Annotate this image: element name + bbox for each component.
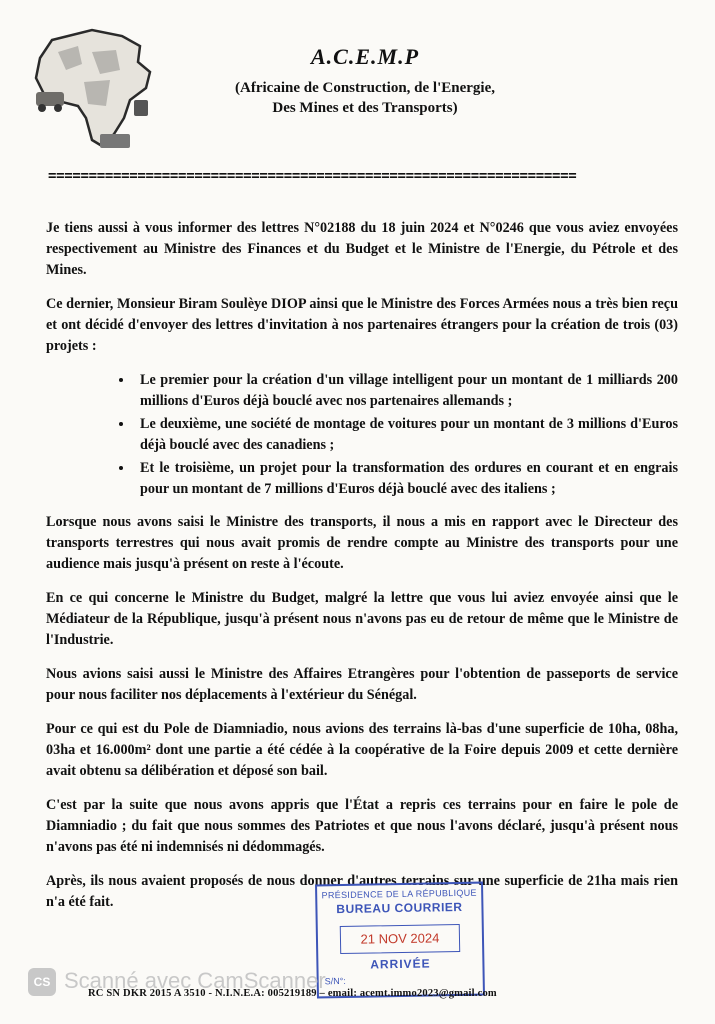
stamp-bureau: BUREAU COURRIER <box>336 899 463 917</box>
org-subtitle <box>160 78 570 118</box>
received-stamp <box>315 882 485 999</box>
list-item: • Le premier pour la création d'un village intelligent pour un montant de 1 milliards 200 millions d'Euros déjà bouclé avec nos partenaires allemands ; <box>134 370 678 412</box>
org-subtitle-line2: Des Mines et des Transports) <box>272 100 458 116</box>
project-list <box>46 370 678 500</box>
paragraph-5: Nous avions saisi aussi le Ministre des Affaires Etrangères pour l'obtention de passeports de service pour nous faciliter nos déplacements à l'extérieur du Sénégal. <box>46 666 678 703</box>
org-subtitle-line1: (Africaine de Construction, de l'Energie, <box>235 80 495 96</box>
stamp-arrival: ARRIVÉE <box>370 956 431 972</box>
paragraph-6: Pour ce qui est du Pole de Diamniadio, nous avions des terrains là-bas d'une superficie de 10ha, 08ha, 03ha et 16.000m² dont une partie a été cédée à la coopérative de la Foire depuis 2009 et cette dernière avait obtenu sa délibération et déposé son bail. <box>46 721 678 779</box>
watermark-text: Scanné avec CamScanner <box>64 968 326 993</box>
org-name: A.C.E.M.P <box>310 44 420 69</box>
stamp-presidency: PRÉSIDENCE DE LA RÉPUBLIQUE <box>321 887 477 901</box>
paragraph-2: Ce dernier, Monsieur Biram Soulèye DIOP ainsi que le Ministre des Forces Armées nous a très bien reçu et ont décidé d'envoyer des lettres d'invitation à nos partenaires étrangers pour la création de trois (03) projets : <box>46 296 678 354</box>
africa-map-logo <box>22 22 172 172</box>
paragraph-4: En ce qui concerne le Ministre du Budget, malgré la lettre que vous lui aviez envoyée ainsi que le Médiateur de la République, jusqu'à présent nous n'avons pas eu de retour de même que le Ministre de l'Industrie. <box>46 590 678 648</box>
paragraph-1: Je tiens aussi à vous informer des lettres N°02188 du 18 juin 2024 et N°0246 que vous aviez envoyées respectivement au Ministre des Finances et du Budget et le Ministre de l'Energie, du Pétrole et des Mines. <box>46 220 678 278</box>
camscanner-icon: CS <box>28 968 56 996</box>
letter-body <box>46 218 678 926</box>
list-item: • Le deuxième, une société de montage de voitures pour un montant de 3 millions d'Euros déjà bouclé avec des canadiens ; <box>134 414 678 456</box>
paragraph-3: Lorsque nous avons saisi le Ministre des transports, il nous a mis en rapport avec le Directeur des transports terrestres qui nous avait promis de rendre compte au Ministre des transports pour une audience mais jusqu'à présent on reste à l'écoute. <box>46 514 678 572</box>
footer-registration: RC SN DKR 2015 A 3510 - N.I.N.E.A: 005219189 – email: acemt.immo2023@gmail.com <box>88 988 497 999</box>
list-item: • Et le troisième, un projet pour la transformation des ordures en courant et en engrais pour un montant de 7 millions d'Euros déjà bouclé avec des italiens ; <box>134 458 678 500</box>
paragraph-7: C'est par la suite que nous avons appris que l'État a repris ces terrains pour en faire le pole de Diamniadio ; du fait que nous sommes des Patriotes et que nous l'avons déclaré, jusqu'à présent nous n'avons pas été ni indemnisés ni dédommagés. <box>46 797 678 855</box>
stamp-number: S/N°: <box>324 975 346 987</box>
stamp-date: 21 NOV 2024 <box>340 924 460 954</box>
header-divider: ================================================================= <box>48 168 577 184</box>
paragraph-8: Après, ils nous avaient proposés de nous donner d'autres terrains sur une superficie de 21ha mais rien n'a été fait. <box>46 873 678 910</box>
